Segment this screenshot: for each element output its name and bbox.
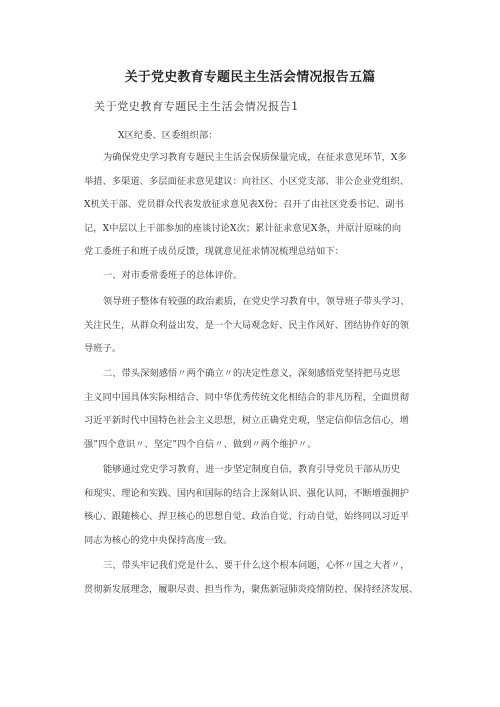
text-line: 贯彻新发展理念，履职尽责、担当作为，聚焦新冠肺炎疫情防控、保持经济发展、	[84, 583, 419, 595]
paragraph-evaluation	[84, 290, 424, 361]
paragraph-intro	[84, 146, 424, 264]
text-line: 和现实、理论和实践、国内和国际的结合上深刻认识、强化认同，不断增强拥护	[84, 487, 410, 499]
paragraph-section-two	[84, 362, 424, 456]
text-line: 二、带头深刻感悟〃两个确立〃的决定性意义，深刻感悟党坚持把马克思	[103, 368, 401, 379]
text-line: X机关干部、党员群众代表发放征求意见表X份；召开了由社区党委书记、副书	[84, 199, 404, 211]
text-line: 领导班子整体有较强的政治素质，在党史学习教育中，领导班子带头学习、	[103, 296, 410, 307]
paragraph-confidence	[84, 458, 424, 552]
addressee-text: X区纪委、区委组织部：	[118, 130, 218, 141]
text-line: 强”四个意识〃、坚定”四个自信〃、做到〃两个维护〃。	[84, 438, 317, 450]
text-line: 核心、跟随核心、捍卫核心的思想自觉、政治自觉、行动自觉，始终同以习近平	[84, 511, 410, 523]
text-line: 习近平新时代中国特色社会主义思想，树立正确党史观，坚定信仰信念信心，增	[84, 415, 410, 427]
paragraph-section-three	[84, 554, 424, 601]
section-heading-one	[84, 264, 424, 288]
text-line: 导班子。	[84, 343, 122, 355]
text-line: 为确保党史学习教育专题民主生活会保质保量完成，在征求意见环节，X多	[103, 152, 407, 163]
text-line: 同志为核心的党中央保持高度一致。	[84, 534, 233, 546]
text-line: 党工委班子和班子成员反馈，现就意见征求情况梳理总结如下：	[84, 246, 345, 258]
document-title: 关于党史教育专题民主生活会情况报告五篇	[124, 70, 376, 85]
text-line: 一、对市委常委班子的总体评价。	[103, 270, 243, 281]
text-line: 关注民生，从群众利益出发，是一个大局观念好、民主作风好、团结协作好的领	[84, 319, 410, 331]
report-subtitle: 关于党史教育专题民主生活会情况报告1	[94, 100, 299, 113]
text-line: 主义同中国具体实际相结合、同中华优秀传统文化相结合的非凡历程，全面贯彻	[84, 391, 410, 403]
text-line: 三、带头牢记我们党是什么、要干什么这个根本问题，心怀〃国之大者〃，	[103, 560, 410, 571]
text-line: 能够通过党史学习教育，进一步坚定制度自信，教育引导党员干部从历史	[103, 464, 401, 475]
text-line: 记，X中层以上干部参加的座谈讨论X次；累计征求意见X条，并原汁原味的向	[84, 222, 402, 234]
text-line: 举措、多渠道、多层面征求意见建议：向社区、小区党支部、非公企业党组织、	[84, 175, 410, 187]
addressee-line	[84, 124, 424, 148]
